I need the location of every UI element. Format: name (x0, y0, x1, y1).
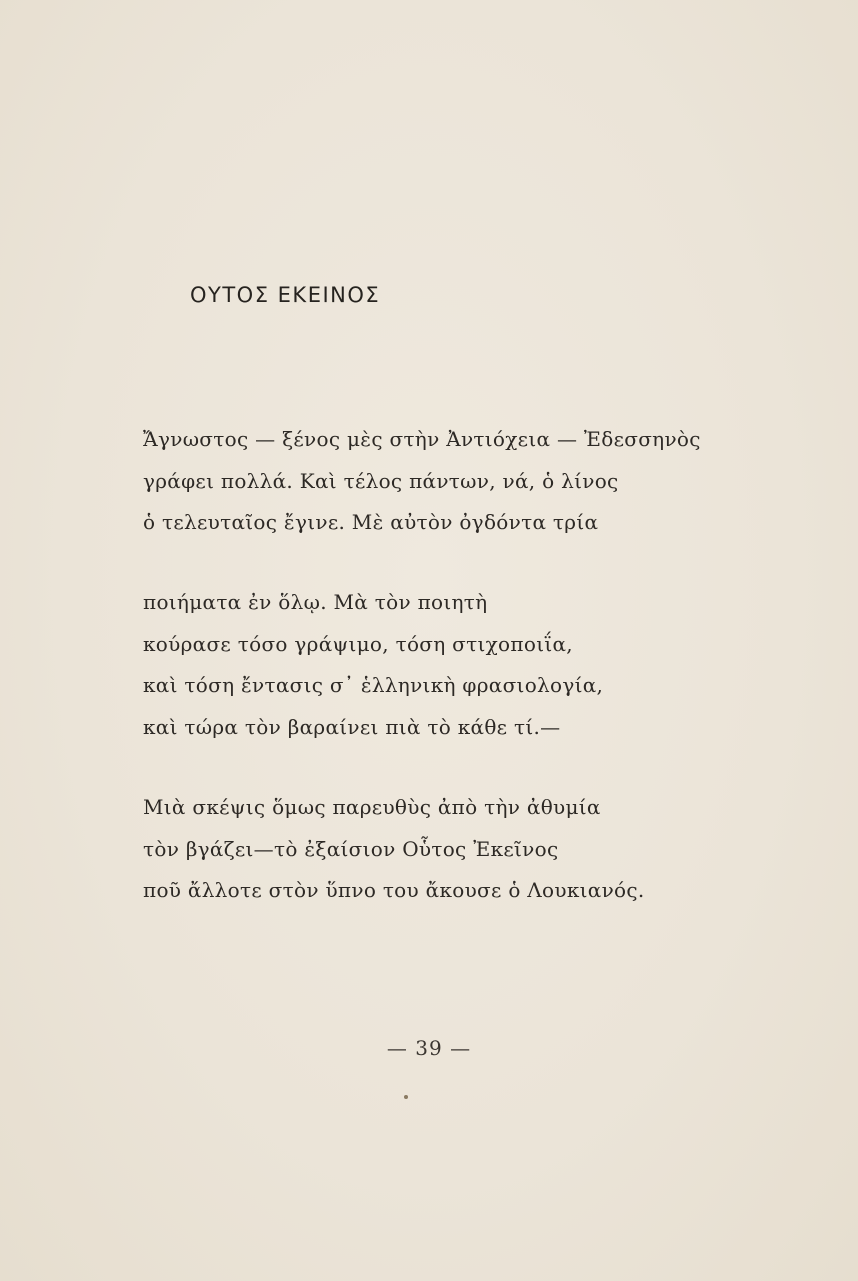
poem-stanza-2 (143, 582, 603, 748)
poem-line: ὁ τελευταῖος ἔγινε. Μὲ αὐτὸν ὀγδόντα τρία (143, 510, 599, 534)
poem-stanza-1 (143, 419, 701, 544)
poem-line: ποιήματα ἐν ὅλῳ. Μὰ τὸν ποιητὴ (143, 590, 488, 614)
poem-line: καὶ τόση ἔντασις σ᾿ ἑλληνικὴ φρασιολογία, (143, 673, 604, 697)
poem-line: ποῦ ἄλλοτε στὸν ὕπνο του ἄκουσε ὁ Λουκιανός. (143, 878, 645, 902)
poem-title: ΟΥΤΟΣ ΕΚΕΙΝΟΣ (190, 283, 381, 307)
poem-line: κούρασε τόσο γράψιμο, τόση στιχοποιΐα, (143, 631, 573, 656)
poem-line: Μιὰ σκέψις ὅμως παρευθὺς ἀπὸ τὴν ἀθυμία (143, 795, 601, 819)
poem-line: τὸν βγάζει—τὸ ἐξαίσιον Οὗτος Ἐκεῖνος (143, 836, 559, 861)
paper-speck (404, 1095, 408, 1099)
poem-line: γράφει πολλά. Καὶ τέλος πάντων, νά, ὁ λίνος (143, 468, 619, 493)
poem-line: Ἄγνωστος — ξένος μὲς στὴν Ἀντιόχεια — Ἐδεσσηνὸς (143, 427, 701, 451)
page-number: — 39 — (386, 1036, 472, 1060)
poem-stanza-3 (143, 787, 645, 912)
poem-line: καὶ τώρα τὸν βαραίνει πιὰ τὸ κάθε τί.— (143, 714, 561, 739)
